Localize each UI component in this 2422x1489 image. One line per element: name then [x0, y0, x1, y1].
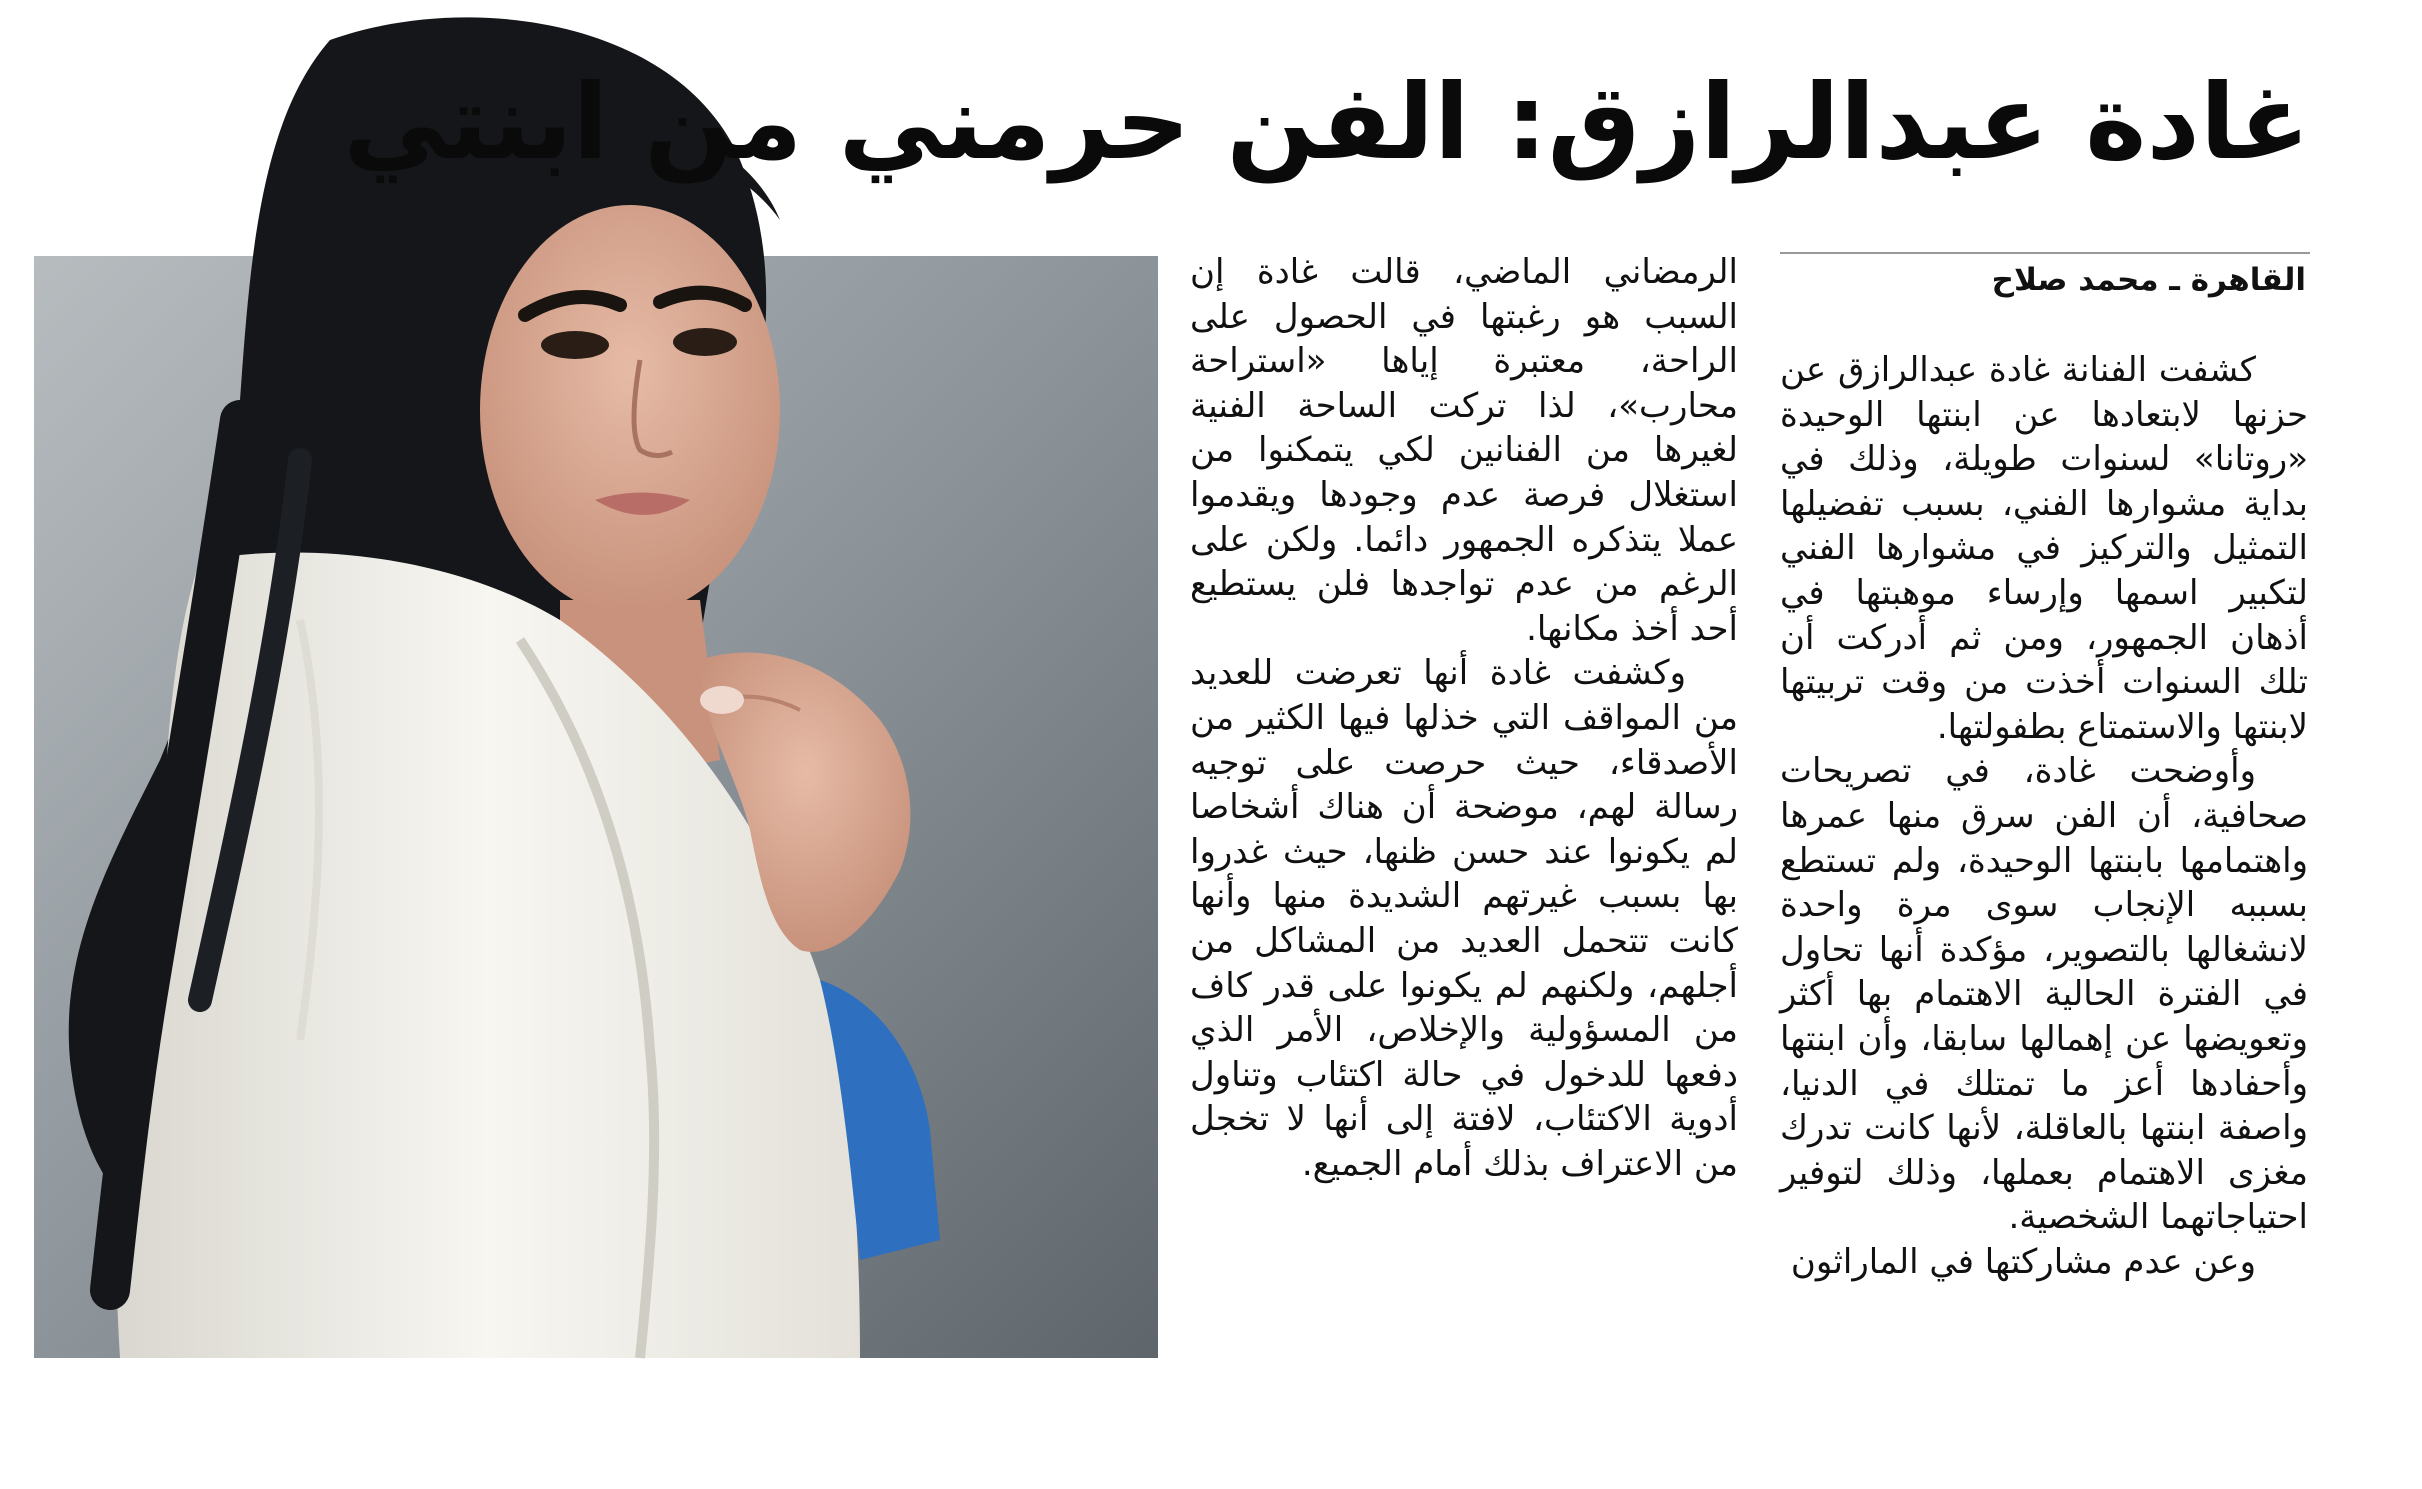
headline: غادة عبدالرازق: الفن حرمني من ابنتي: [343, 61, 2310, 183]
paragraph: الرمضاني الماضي، قالت غادة إن السبب هو رغبتها في الحصول على الراحة، معتبرة إياها «استراحة محارب»، لذا تركت الساحة الفنية لغيرها من الفنانين لكي يتمكنوا من استغلال فرصة عدم وجودها ويقدموا عملا يتذكره الجمهور دائما. ولكن على الرغم من عدم تواجدها فلن يستطيع أحد أخذ مكانها.: [1190, 252, 1738, 649]
paragraph: كشفت الفنانة غادة عبدالرازق عن حزنها لابتعادها عن ابنتها الوحيدة «روتانا» لسنوات طويلة، وذلك في بداية مشوارها الفني، بسبب تفضيلها التمثيل والتركيز في مشوارها الفني لتكبير اسمها وإرساء موهبتها في أذهان الجمهور، ومن ثم أدركت أن تلك السنوات أخذت من وقت تربيتها لابنتها والاستمتاع بطفولتها.: [1780, 350, 2308, 747]
byline: القاهرة ـ محمد صلاح: [1991, 262, 2306, 298]
byline-divider: [1780, 252, 2310, 254]
article-column-left: [1190, 250, 1738, 1360]
face: [480, 205, 780, 615]
article-column-right: [1780, 348, 2308, 1358]
paragraph: وعن عدم مشاركتها في الماراثون: [1790, 1241, 2256, 1282]
paragraph: وكشفت غادة أنها تعرضت للعديد من المواقف التي خذلها فيها الكثير من الأصدقاء، حيث حرصت على توجيه رسالة لهم، موضحة أن هناك أشخاصا لم يكونوا عند حسن ظنها، حيث غدروا بها بسبب غيرتهم الشديدة منها وأنها كانت تتحمل العديد من المشاكل من أجلهم، ولكنهم لم يكونوا على قدر كاف من المسؤولية والإخلاص، الأمر الذي دفعها للدخول في حالة اكتئاب وتناول أدوية الاكتئاب، لافتة إلى أنها لا تخجل من الاعتراف بذلك أمام الجميع.: [1190, 653, 1738, 1184]
paragraph: وأوضحت غادة، في تصريحات صحافية، أن الفن سرق منها عمرها واهتمامها بابنتها الوحيدة، ولم تستطع بسببه الإنجاب سوى مرة واحدة لانشغالها بالتصوير، مؤكدة أنها تحاول في الفترة الحالية الاهتمام بها أكثر وتعويضها عن إهمالها سابقا، وأن ابنتها وأحفادها أعز ما تمتلك في الدنيا، واصفة ابنتها بالعاقلة، لأنها كانت تدرك مغزى الاهتمام بعملها، وذلك لتوفير احتياجاتهما الشخصية.: [1780, 751, 2308, 1238]
